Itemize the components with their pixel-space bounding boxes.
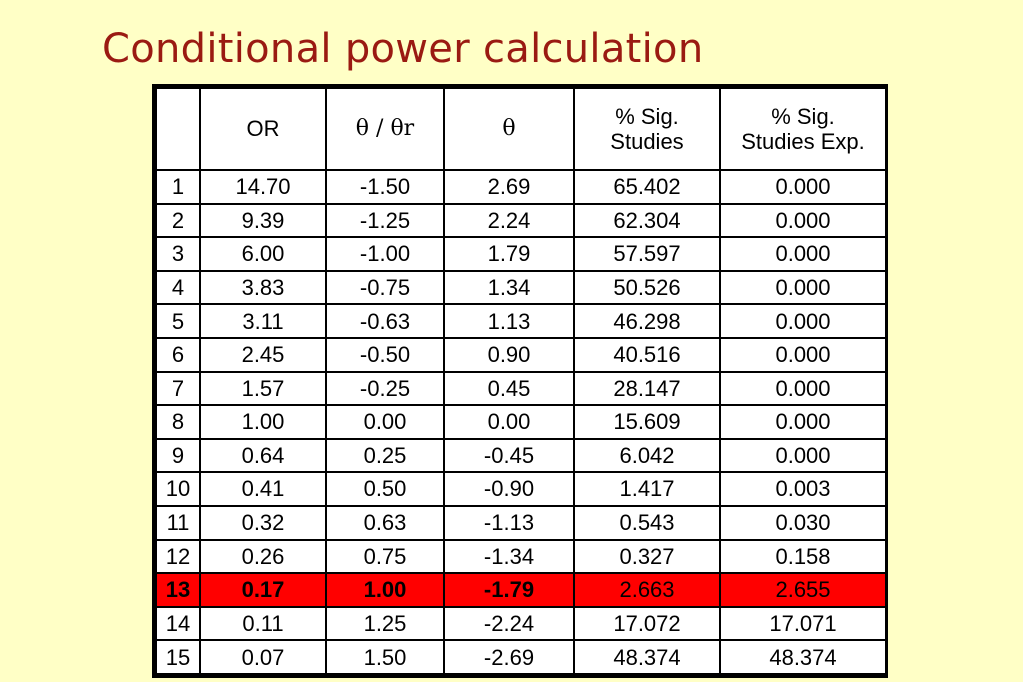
cell-theta-ratio: 0.50 [326, 472, 444, 506]
cell-index: 5 [156, 304, 200, 338]
cell-pct-sig-exp: 0.000 [720, 372, 886, 406]
cell-theta-ratio: 0.25 [326, 439, 444, 473]
cell-pct-sig: 65.402 [574, 170, 720, 204]
cell-index: 14 [156, 607, 200, 641]
table-row [156, 372, 886, 406]
cell-index: 11 [156, 506, 200, 540]
cell-pct-sig-exp: 0.030 [720, 506, 886, 540]
cell-pct-sig: 17.072 [574, 607, 720, 641]
cell-pct-sig: 2.663 [574, 573, 720, 607]
cell-or: 1.00 [200, 405, 326, 439]
cell-theta-ratio: -1.50 [326, 170, 444, 204]
cell-pct-sig: 15.609 [574, 405, 720, 439]
cell-index: 15 [156, 640, 200, 674]
cell-pct-sig: 0.327 [574, 540, 720, 574]
cell-or: 9.39 [200, 204, 326, 238]
cell-pct-sig-exp: 0.000 [720, 170, 886, 204]
cell-index: 3 [156, 237, 200, 271]
cell-or: 6.00 [200, 237, 326, 271]
cell-theta: 1.34 [444, 271, 574, 305]
header-pct-sig-studies-exp: % Sig. Studies Exp. [720, 88, 886, 170]
cell-or: 1.57 [200, 372, 326, 406]
cell-theta: -0.90 [444, 472, 574, 506]
cell-pct-sig-exp: 17.071 [720, 607, 886, 641]
cell-theta-ratio: -0.63 [326, 304, 444, 338]
cell-pct-sig-exp: 0.003 [720, 472, 886, 506]
cell-theta: -1.34 [444, 540, 574, 574]
cell-index: 4 [156, 271, 200, 305]
cell-pct-sig-exp: 0.000 [720, 338, 886, 372]
cell-theta: 1.79 [444, 237, 574, 271]
cell-index: 1 [156, 170, 200, 204]
header-theta: θ [444, 88, 574, 170]
cell-pct-sig-exp: 0.000 [720, 237, 886, 271]
cell-pct-sig: 0.543 [574, 506, 720, 540]
cell-theta: -2.24 [444, 607, 574, 641]
cell-pct-sig: 28.147 [574, 372, 720, 406]
cell-theta-ratio: 1.50 [326, 640, 444, 674]
cell-theta: 0.90 [444, 338, 574, 372]
cell-pct-sig: 1.417 [574, 472, 720, 506]
cell-pct-sig-exp: 2.655 [720, 573, 886, 607]
cell-theta: 0.45 [444, 372, 574, 406]
cell-pct-sig: 6.042 [574, 439, 720, 473]
cell-theta: -1.13 [444, 506, 574, 540]
cell-or: 0.64 [200, 439, 326, 473]
cell-theta-ratio: 0.00 [326, 405, 444, 439]
cell-theta: -2.69 [444, 640, 574, 674]
cell-pct-sig: 50.526 [574, 271, 720, 305]
cell-pct-sig: 62.304 [574, 204, 720, 238]
header-row [156, 88, 886, 170]
cell-theta-ratio: 1.25 [326, 607, 444, 641]
cell-or: 3.83 [200, 271, 326, 305]
table-row [156, 338, 886, 372]
cell-theta: 1.13 [444, 304, 574, 338]
cell-index: 7 [156, 372, 200, 406]
cell-theta: -1.79 [444, 573, 574, 607]
cell-pct-sig-exp: 0.000 [720, 304, 886, 338]
cell-theta-ratio: -1.25 [326, 204, 444, 238]
cell-index: 9 [156, 439, 200, 473]
cell-pct-sig-exp: 0.000 [720, 204, 886, 238]
table-body [156, 170, 886, 674]
cell-or: 0.17 [200, 573, 326, 607]
cell-pct-sig: 40.516 [574, 338, 720, 372]
cell-theta-ratio: -1.00 [326, 237, 444, 271]
cell-or: 14.70 [200, 170, 326, 204]
power-table [155, 87, 887, 675]
cell-pct-sig-exp: 0.158 [720, 540, 886, 574]
cell-index: 13 [156, 573, 200, 607]
cell-theta-ratio: -0.25 [326, 372, 444, 406]
cell-or: 0.11 [200, 607, 326, 641]
table-row [156, 204, 886, 238]
cell-pct-sig-exp: 0.000 [720, 271, 886, 305]
cell-theta-ratio: 0.63 [326, 506, 444, 540]
table-row [156, 540, 886, 574]
table-row [156, 271, 886, 305]
cell-or: 0.07 [200, 640, 326, 674]
table-row [156, 439, 886, 473]
cell-theta: 0.00 [444, 405, 574, 439]
cell-index: 2 [156, 204, 200, 238]
table-row [156, 304, 886, 338]
table-row [156, 640, 886, 674]
cell-theta-ratio: 1.00 [326, 573, 444, 607]
page-title: Conditional power calculation [102, 26, 704, 72]
cell-or: 0.32 [200, 506, 326, 540]
table-frame [152, 84, 888, 678]
cell-pct-sig: 48.374 [574, 640, 720, 674]
table-row [156, 237, 886, 271]
cell-theta-ratio: -0.75 [326, 271, 444, 305]
table-row [156, 506, 886, 540]
cell-index: 8 [156, 405, 200, 439]
table-row [156, 405, 886, 439]
table-row [156, 472, 886, 506]
cell-theta: 2.69 [444, 170, 574, 204]
cell-theta-ratio: -0.50 [326, 338, 444, 372]
cell-index: 6 [156, 338, 200, 372]
cell-or: 0.26 [200, 540, 326, 574]
cell-or: 3.11 [200, 304, 326, 338]
table-row [156, 170, 886, 204]
header-theta-ratio: θ / θr [326, 88, 444, 170]
cell-theta: -0.45 [444, 439, 574, 473]
header-index [156, 88, 200, 170]
cell-theta-ratio: 0.75 [326, 540, 444, 574]
cell-theta: 2.24 [444, 204, 574, 238]
cell-pct-sig-exp: 0.000 [720, 405, 886, 439]
cell-index: 10 [156, 472, 200, 506]
cell-pct-sig: 57.597 [574, 237, 720, 271]
cell-or: 2.45 [200, 338, 326, 372]
header-pct-sig-studies: % Sig. Studies [574, 88, 720, 170]
table-row [156, 573, 886, 607]
cell-pct-sig-exp: 0.000 [720, 439, 886, 473]
cell-or: 0.41 [200, 472, 326, 506]
cell-pct-sig: 46.298 [574, 304, 720, 338]
table-row [156, 607, 886, 641]
header-or: OR [200, 88, 326, 170]
cell-pct-sig-exp: 48.374 [720, 640, 886, 674]
cell-index: 12 [156, 540, 200, 574]
